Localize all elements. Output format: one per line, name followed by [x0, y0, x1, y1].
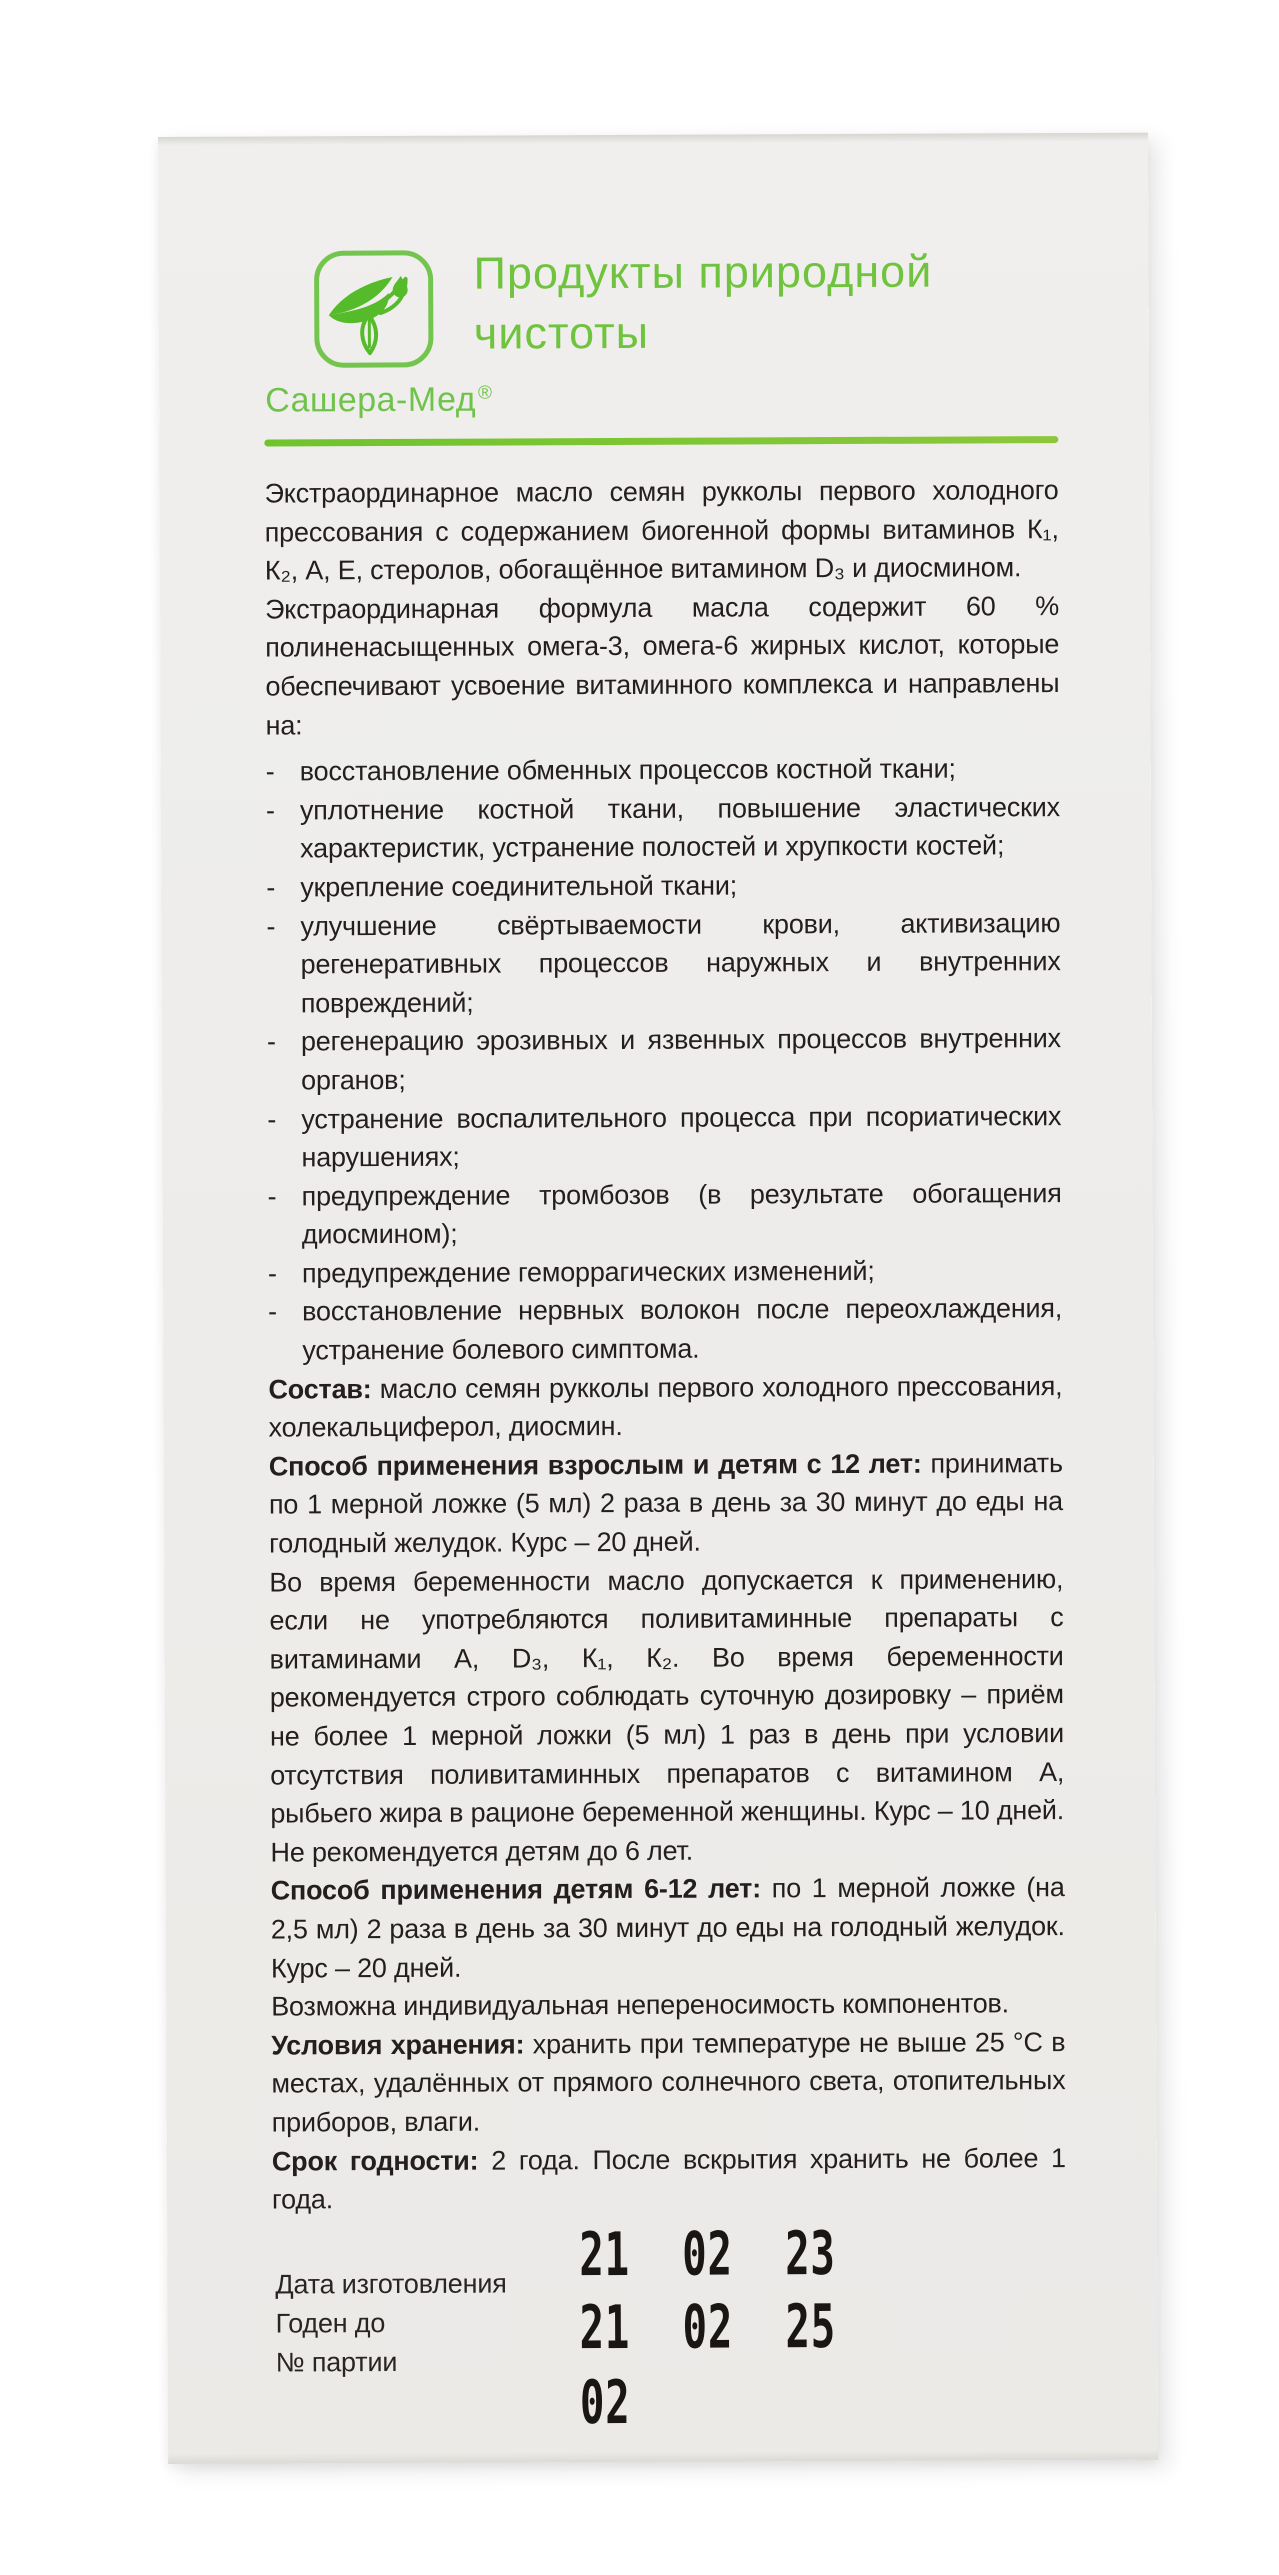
usage-adults-label: Способ применения взрослым и детям с 12 лет:	[268, 1448, 922, 1482]
batch-number-label: № партии	[275, 2346, 398, 2378]
expiry-date-label: Годен до	[275, 2307, 386, 2339]
benefits-list	[266, 749, 1063, 1370]
bullet-dash: -	[267, 1181, 277, 1212]
benefit-item: - уплотнение костной ткани, повышение эластических характеристик, устранение полостей и хрупкости костей;	[266, 788, 1060, 869]
usage-children-label: Способ применения детям 6-12 лет:	[270, 1873, 762, 1906]
benefit-item: - регенерацию эрозивных и язвенных процессов внутренних органов;	[267, 1019, 1061, 1100]
usage-adults-paragraph: Способ применения взрослым и детям с 12 лет: принимать по 1 мерной ложке (5 мл) 2 раза в день за 30 минут до еды на голодный желудок. Курс – 20 дней.	[268, 1447, 1064, 1559]
expiry-date-stamp: 21 02 25	[579, 2292, 837, 2364]
label-body-text	[264, 471, 1066, 2219]
leaf-droplet-logo-icon	[312, 249, 435, 370]
benefit-item: - устранение воспалительного процесса при псориатических нарушениях;	[267, 1097, 1061, 1178]
bullet-dash: -	[268, 1296, 277, 1327]
bullet-dash: -	[266, 872, 276, 903]
benefit-item: - предупреждение тромбозов (в результате обогащения диосмином);	[268, 1174, 1062, 1255]
manufacture-date-label: Дата изготовления	[275, 2268, 507, 2300]
product-box	[158, 133, 1158, 2464]
intro-paragraph-1: Экстраординарное масло семян рукколы первого холодного прессования с содержанием биогенной формы витаминов К₁, К₂, А, Е, стеролов, обогащённое витамином D₃ и диосмином.	[264, 475, 1059, 586]
registered-trademark-mark: ®	[477, 382, 493, 404]
composition-label: Состав:	[268, 1373, 372, 1405]
shelf-life-paragraph: Срок годности: 2 года. После вскрытия хранить не более 1 года.	[271, 2142, 1066, 2215]
benefit-item: - предупреждение геморрагических изменений;	[268, 1251, 1062, 1293]
benefit-item: - восстановление нервных волокон после переохлаждения, устранение болевого симптома.	[268, 1290, 1062, 1371]
batch-number-stamp: 02	[579, 2367, 631, 2439]
manufacture-date-stamp: 21 02 23	[579, 2219, 836, 2291]
storage-label: Условия хранения:	[271, 2029, 525, 2061]
bullet-dash: -	[266, 1026, 276, 1057]
bullet-dash: -	[267, 1103, 277, 1135]
benefit-item: - восстановление обменных процессов костной ткани;	[266, 749, 1060, 791]
shelf-life-label: Срок годности:	[271, 2145, 479, 2177]
age-restriction-note: Не рекомендуется детям до 6 лет.	[270, 1835, 694, 1868]
manufacture-labels	[275, 2264, 507, 2381]
usage-children-paragraph: Способ применения детям 6-12 лет: по 1 мерной ложке (на 2,5 мл) 2 раза в день за 30 минут до еды на голодный желудок. Курс – 20 дней.	[270, 1872, 1065, 1984]
bullet-dash: -	[267, 1258, 277, 1289]
bullet-dash: -	[266, 911, 276, 942]
pregnancy-paragraph: Во время беременности масло допускается к применению, если не употребляются поливитаминные препараты с витаминами А, D₃, К₁, К₂. Во время беременности рекомендуется строго соблюдать суточную дозировку – приём не более 1 мерной ложки (5 мл) 1 раз в день при условии отсутствия поливитаминных препаратов с витамином А, рыбьего жира в рационе беременной женщины. Курс – 10 дней.	[269, 1563, 1065, 1829]
tolerance-note: Возможна индивидуальная непереносимость компонентов.	[271, 1988, 1009, 2022]
storage-paragraph: Условия хранения: хранить при температуре не выше 25 °С в местах, удалённых от прямого солнечного света, отопительных приборов, влаги.	[271, 2026, 1066, 2138]
brand-name	[265, 381, 493, 421]
divider-rule	[264, 436, 1058, 446]
brand-name-text: Сашера-Мед	[265, 380, 477, 420]
bullet-dash: -	[265, 795, 275, 826]
benefit-item: - улучшение свёртываемости крови, активизацию регенеративных процессов наружных и внутренних повреждений;	[266, 904, 1060, 1023]
bullet-dash: -	[265, 756, 275, 787]
intro-paragraph-2: Экстраординарная формула масла содержит 60 % полиненасыщенных омега-3, омега-6 жирных кислот, которые обеспечивают усвоение витаминного комплекса и направлены на:	[264, 590, 1060, 741]
composition-paragraph: Состав: масло семян рукколы первого холодного прессования, холекальциферол, диосмин.	[268, 1370, 1063, 1443]
benefit-item: - укрепление соединительной ткани;	[266, 865, 1060, 907]
brand-tagline: Продукты природной чистоты	[473, 245, 933, 359]
